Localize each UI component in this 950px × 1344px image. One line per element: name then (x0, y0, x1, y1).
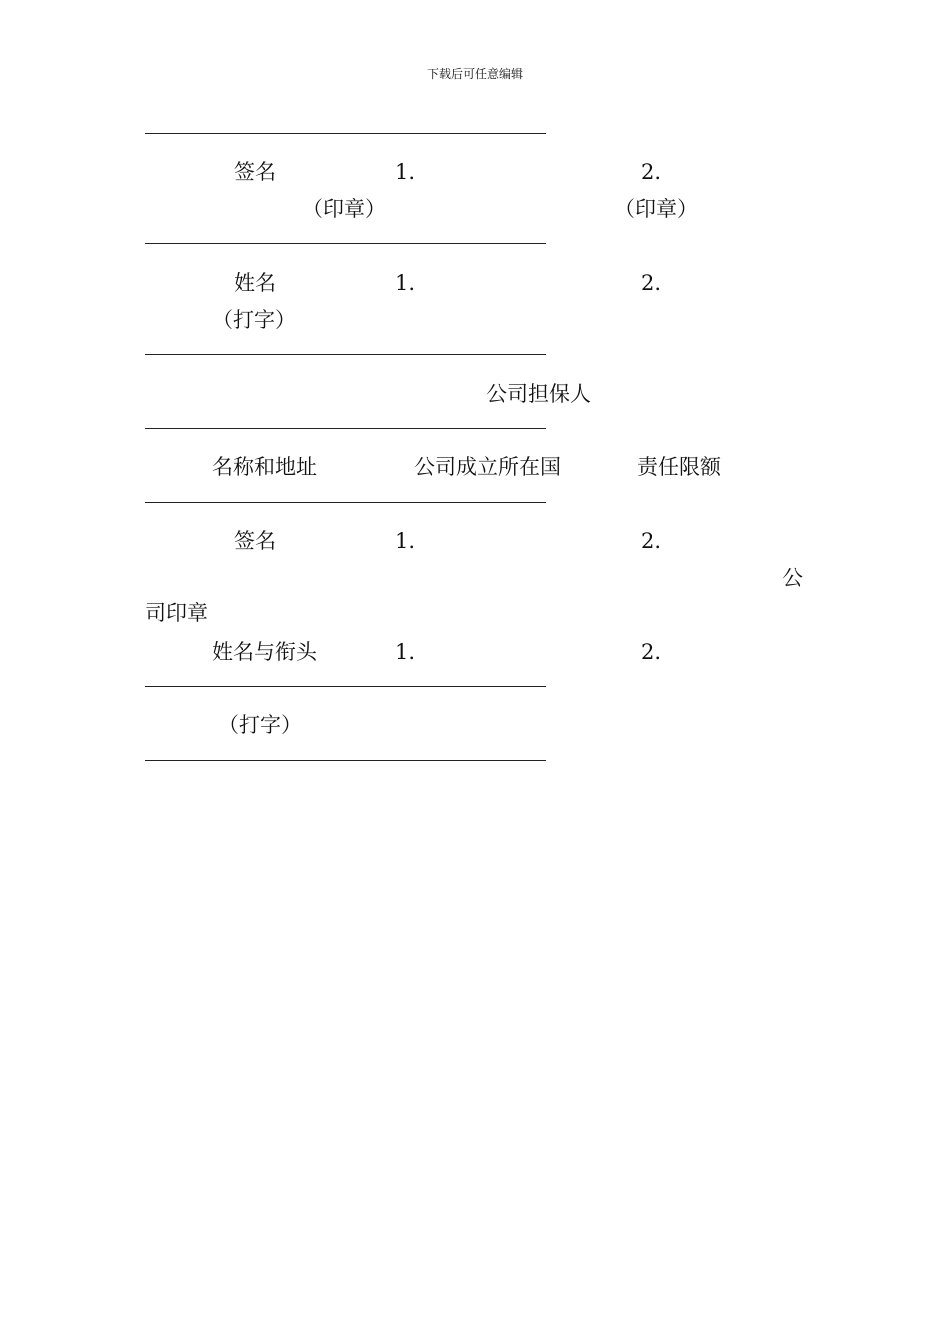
guarantor-sign-number-1: 1. (395, 529, 416, 553)
seal-label-1: （印章） (302, 197, 386, 221)
typed-label: （打字） (212, 308, 296, 332)
seal-label-2: （印章） (614, 197, 698, 221)
rule-line (145, 354, 546, 355)
rule-line (145, 428, 546, 429)
page-header: 下载后可任意编辑 (426, 67, 523, 81)
corporate-guarantor-title: 公司担保人 (486, 382, 591, 406)
name-number-2: 2. (641, 271, 662, 295)
company-seal-label-part1: 公 (782, 566, 803, 590)
signature-number-1: 1. (395, 160, 416, 184)
col-liability-limit: 责任限额 (637, 455, 721, 479)
guarantor-sign-label: 签名 (234, 529, 276, 553)
name-number-1: 1. (395, 271, 416, 295)
rule-line (145, 686, 546, 687)
company-seal-label-part2: 司印章 (145, 601, 208, 625)
name-title-label: 姓名与衔头 (212, 640, 317, 664)
name-label: 姓名 (234, 271, 276, 295)
name-title-number-1: 1. (395, 640, 416, 664)
col-name-address: 名称和地址 (212, 455, 317, 479)
rule-line (145, 243, 546, 244)
guarantor-sign-number-2: 2. (641, 529, 662, 553)
col-country-of-incorporation: 公司成立所在国 (414, 455, 561, 479)
signature-number-2: 2. (641, 160, 662, 184)
rule-line (145, 502, 546, 503)
name-title-number-2: 2. (641, 640, 662, 664)
rule-line (145, 133, 546, 134)
rule-line (145, 760, 546, 761)
sign-label: 签名 (234, 160, 276, 184)
guarantor-typed-label: （打字） (218, 713, 302, 737)
